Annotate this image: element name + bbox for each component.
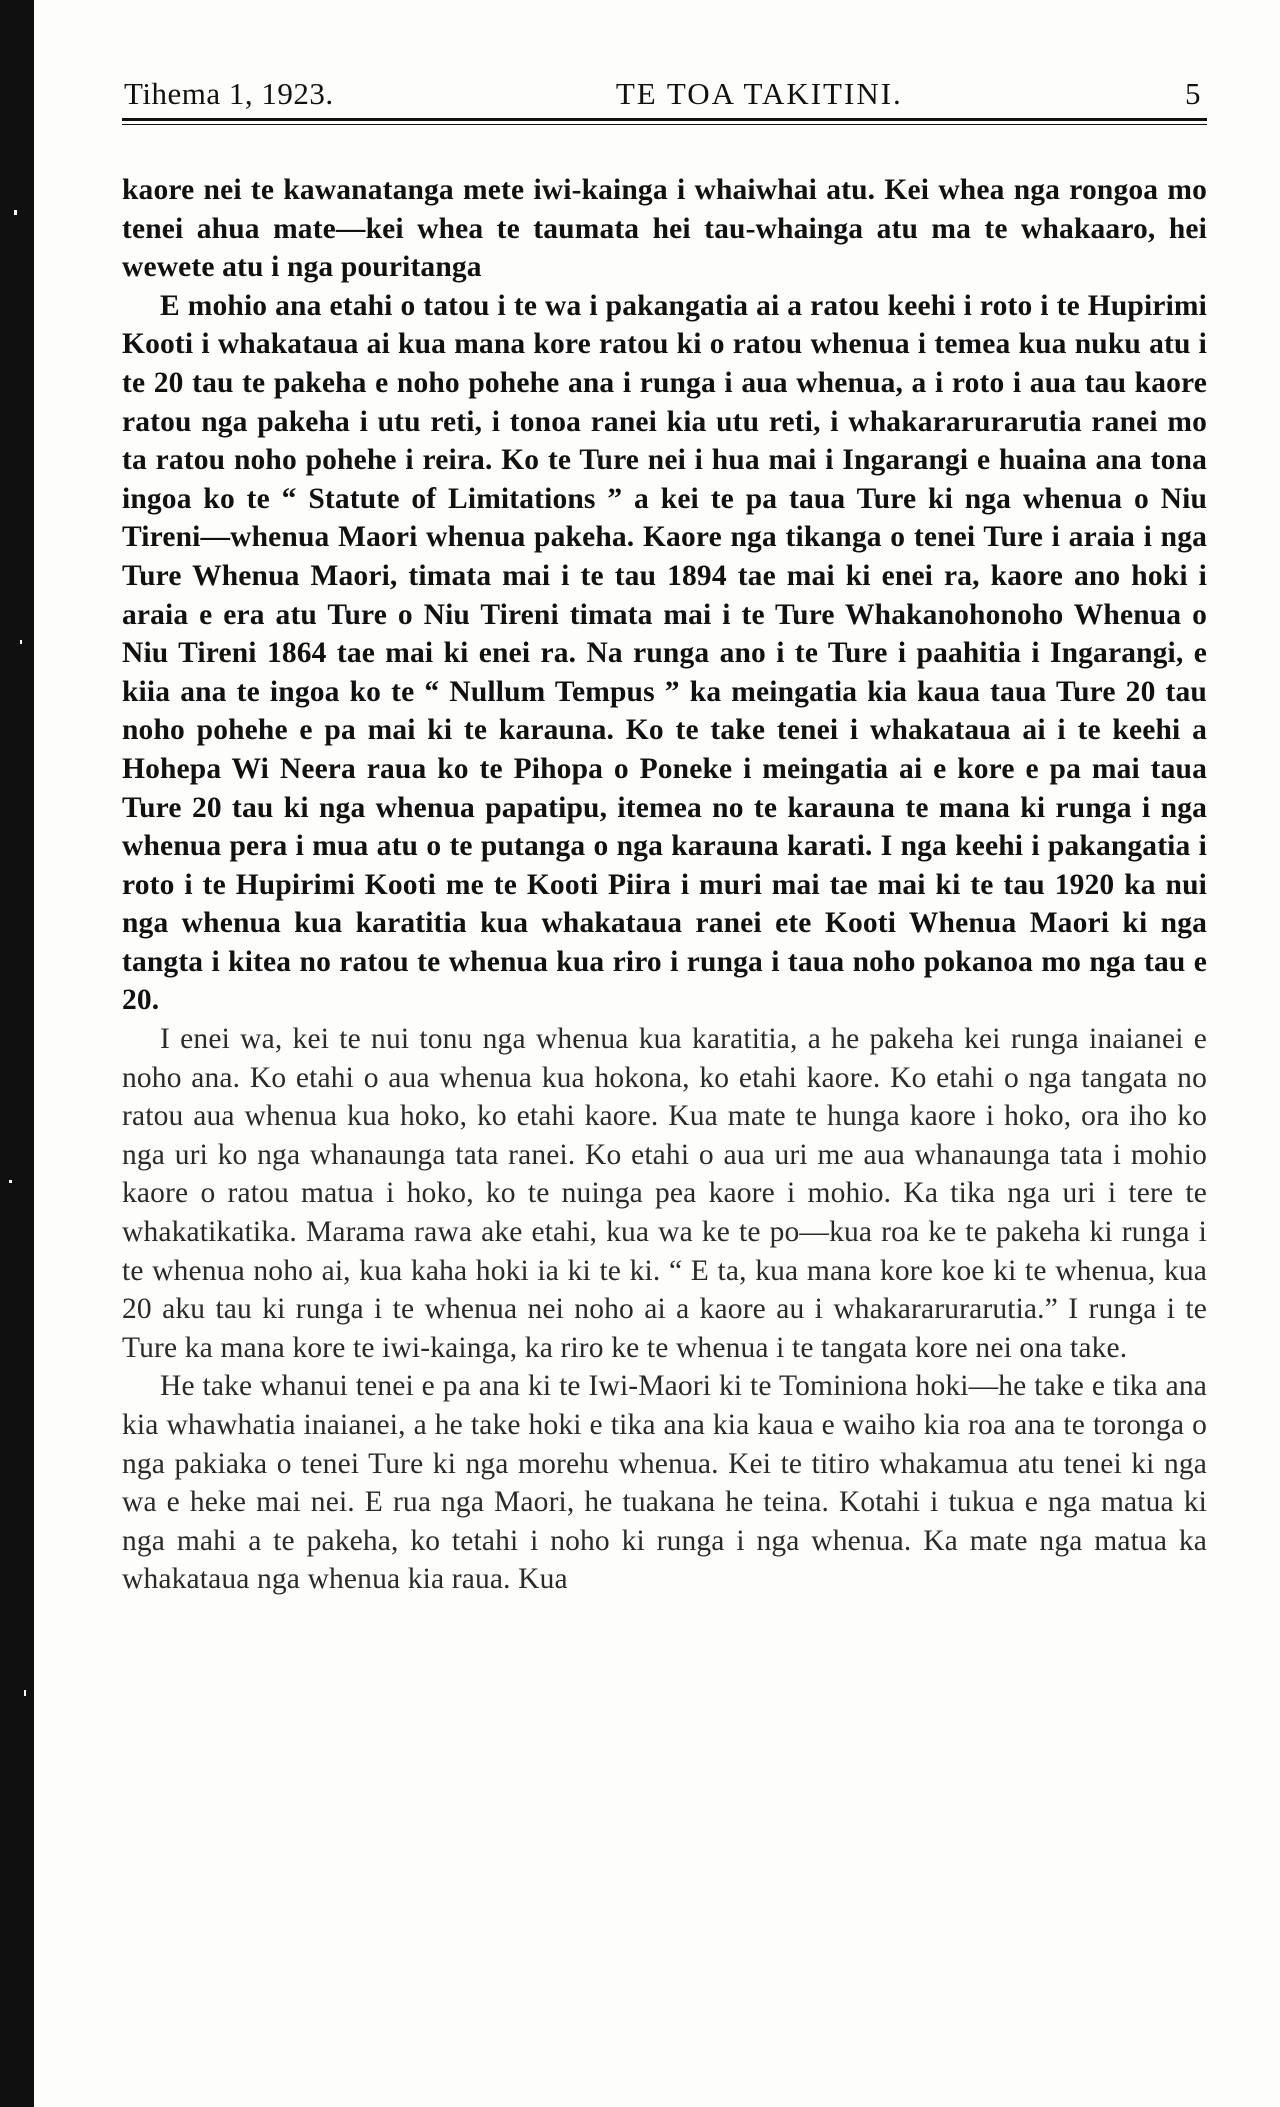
paragraph-2: E mohio ana etahi o tatou i te wa i pakangatia ai a ratou keehi i roto i te Hupirimi Kooti i whakataua ai kua mana kore ratou ki o ratou whenua i temea kua nuku atu i te 20 tau te pakeha e noho pohehe ana i runga i aua whenua, a i roto i aua tau kaore ratou nga pakeha i utu reti, i tonoa ranei kia utu reti, i whakararurarutia ranei mo ta ratou noho pohehe i reira. Ko te Ture nei i hua mai i Ingarangi e huaina ana tona ingoa ko te “ Statute of Limitations ” a kei te pa taua Ture ki nga whenua o Niu Tireni—whenua Maori whenua pakeha. Kaore nga tikanga o tenei Ture i araia i nga Ture Whenua Maori, timata mai i te tau 1894 tae mai ki enei ra, kaore ano hoki i araia e era atu Ture o Niu Tireni timata mai i te Ture Whakanohonoho Whenua o Niu Tireni 1864 tae mai ki enei ra. Na runga ano i te Ture i paahitia i Ingarangi, e kiia ana te ingoa ko te “ Nullum Tempus ” ka meingatia kia kaua taua Ture 20 tau noho pohehe e pa mai ki te karauna. Ko te take tenei i whakataua ai i te keehi a Hohepa Wi Neera raua ko te Pihopa o Poneke i meingatia ai e kore e pa mai taua Ture 20 tau ki nga whenua papatipu, itemea no te karauna te mana ki runga i nga whenua pera i mua atu o te putanga o nga karauna karati. I nga keehi i pakangatia i roto i te Hupirimi Kooti me te Kooti Piira i muri mai tae mai ki te tau 1920 ka nui nga whenua kua karatitia kua whakataua ranei ete Kooti Whenua Maori ki nga tangta i kitea no ratou te whenua kua riro i runga i taua noho pokanoa mo nga tau e 20. [122,289,1207,1017]
paragraph-1: kaore nei te kawanatanga mete iwi-kainga i whaiwhai atu. Kei whea nga rongoa mo tenei ahua mate—kei whea te taumata hei tau-whainga atu ma te whakaaro, hei wewete atu i nga pouritanga [122,174,1207,284]
header-rule-thin [122,124,1207,125]
page-header [122,76,1207,112]
article-body [122,171,1207,1599]
header-date: Tihema 1, 1923. [124,76,334,111]
publication-title: TE TOA TAKITINI. [615,76,903,111]
newspaper-page [122,76,1207,1599]
paragraph-3: I enei wa, kei te nui tonu nga whenua kua karatitia, a he pakeha kei runga inaianei e noho ana. Ko etahi o aua whenua kua hokona, ko etahi kaore. Ko etahi o nga tangata no ratou aua whenua kua hoko, ko etahi kaore. Kua mate te hunga kaore i hoko, ora iho ko nga uri ko nga whanaunga tata ranei. Ko etahi o aua uri me aua whanaunga tata i mohio kaore o ratou matua i hoko, ko te nuinga pea kaore i mohio. Ka tika nga uri i tere te whakatikatika. Marama rawa ake etahi, kua wa ke te po—kua roa ke te pakeha ki runga i te whenua noho ai, kua kaha hoki ia ki te ki. “ E ta, kua mana kore koe ki te whenua, kua 20 aku tau ki runga i te whenua nei noho ai a kaore au i whakararurarutia.” I runga i te Ture ka mana kore te iwi-kainga, ka riro ke te whenua i te tangata kore nei ona take. [122,1023,1207,1364]
scan-edge-shadow [0,0,34,2107]
header-rule-thick [122,118,1207,121]
page-number: 5 [1185,76,1201,111]
paragraph-4: He take whanui tenei e pa ana ki te Iwi-Maori ki te Tominiona hoki—he take e tika ana kia whawhatia inaianei, a he take hoki e tika ana kia kaua e waiho kia roa ana te toronga o nga pakiaka o tenei Ture ki nga morehu whenua. Kei te titiro whakamua atu tenei ki nga wa e heke mai nei. E rua nga Maori, he tuakana he teina. Kotahi i tukua e nga matua ki nga mahi a te pakeha, ko tetahi i noho ki runga i nga whenua. Ka mate nga matua ka whakataua nga whenua kia raua. Kua [122,1370,1207,1596]
